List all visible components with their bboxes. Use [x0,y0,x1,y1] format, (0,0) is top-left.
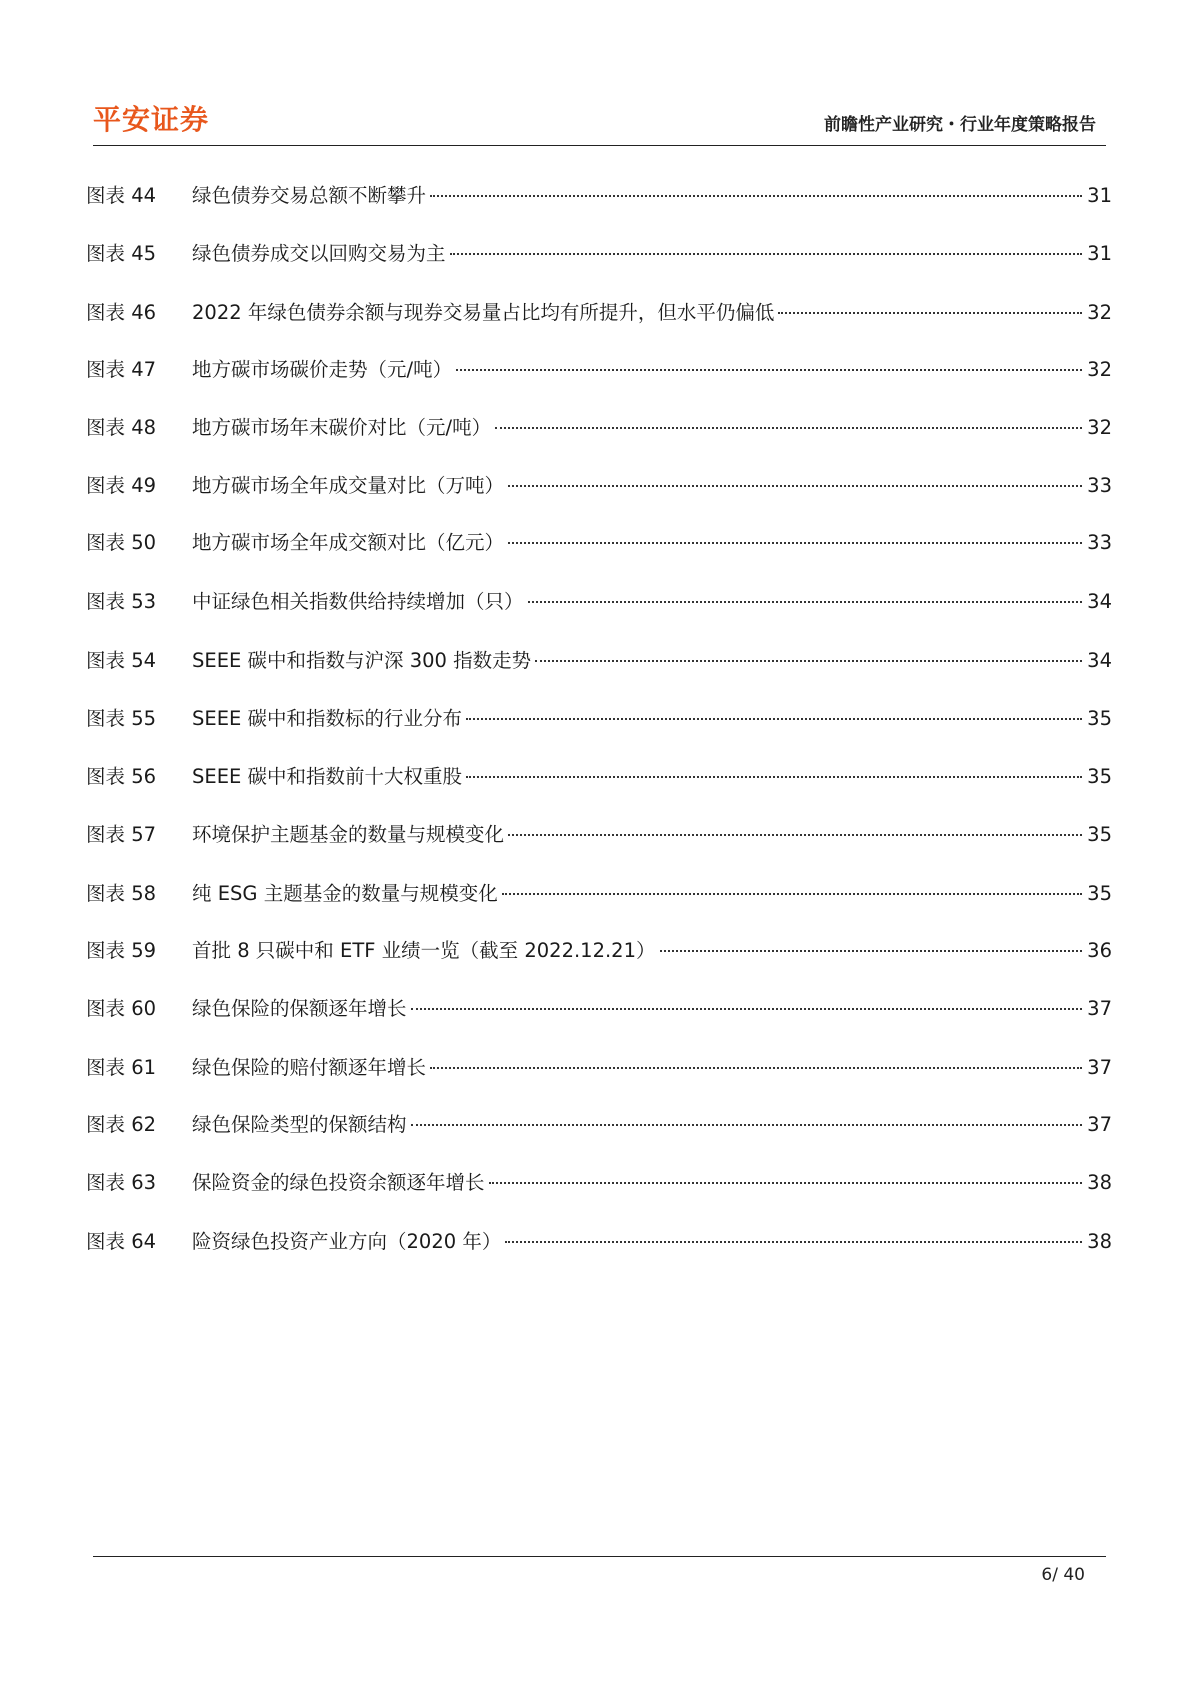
footer-divider [93,1556,1106,1557]
toc-entry-label: 图表 59 [86,939,157,962]
toc-entry-label: 图表 54 [86,649,157,672]
toc-entry-label: 图表 45 [86,242,157,265]
toc-leader-dots [466,718,1082,720]
toc-entry[interactable] [86,645,1112,677]
toc-leader-dots [502,893,1082,895]
toc-entry[interactable] [86,238,1112,270]
toc-entry-page: 36 [1087,939,1112,962]
toc-entry[interactable] [86,470,1112,502]
toc-entry[interactable] [86,993,1112,1025]
toc-entry-page: 31 [1087,242,1112,265]
toc-entry-label: 图表 64 [86,1230,157,1253]
toc-entry-page: 34 [1087,649,1112,672]
toc-entry-title: 环境保护主题基金的数量与规模变化 [192,823,505,846]
toc-leader-dots [430,195,1082,197]
toc-entry-label: 图表 44 [86,184,157,207]
toc-leader-dots [508,542,1082,544]
toc-entry-title: 纯 ESG 主题基金的数量与规模变化 [192,882,498,905]
toc-entry-title: 2022 年绿色债券余额与现券交易量占比均有所提升，但水平仍偏低 [192,301,775,324]
toc-entry[interactable] [86,703,1112,735]
toc-entry-page: 35 [1087,707,1112,730]
toc-leader-dots [660,950,1083,952]
toc-entry-label: 图表 62 [86,1113,157,1136]
toc-entry-page: 32 [1087,358,1112,381]
toc-entry-title: 绿色债券成交以回购交易为主 [192,242,446,265]
toc-entry[interactable] [86,527,1112,559]
toc-entry-label: 图表 56 [86,765,157,788]
page-header [93,96,1106,146]
toc-entry-page: 33 [1087,474,1112,497]
toc-entry-label: 图表 50 [86,531,157,554]
toc-entry-page: 31 [1087,184,1112,207]
toc-leader-dots [489,1182,1082,1184]
toc-entry-title: 地方碳市场碳价走势（元/吨） [192,358,453,381]
toc-entry[interactable] [86,878,1112,910]
toc-leader-dots [778,312,1082,314]
toc-entry-label: 图表 49 [86,474,157,497]
toc-entry-page: 37 [1087,1056,1112,1079]
toc-leader-dots [505,1241,1082,1243]
toc-entry-label: 图表 55 [86,707,157,730]
toc-leader-dots [508,485,1082,487]
toc-entry-title: 绿色保险的赔付额逐年增长 [192,1056,427,1079]
toc-entry-title: 地方碳市场全年成交额对比（亿元） [192,531,505,554]
toc-leader-dots [411,1008,1082,1010]
toc-entry[interactable] [86,1167,1112,1199]
toc-entry-label: 图表 57 [86,823,157,846]
toc-entry[interactable] [86,354,1112,386]
toc-entry-title: 首批 8 只碳中和 ETF 业绩一览（截至 2022.12.21） [192,939,656,962]
toc-leader-dots [450,253,1082,255]
toc-entry-title: 地方碳市场年末碳价对比（元/吨） [192,416,492,439]
toc-entry-title: 绿色保险类型的保额结构 [192,1113,407,1136]
toc-entry-page: 35 [1087,882,1112,905]
toc-entry[interactable] [86,819,1112,851]
toc-entry-page: 35 [1087,823,1112,846]
toc-entry-page: 33 [1087,531,1112,554]
toc-entry-label: 图表 63 [86,1171,157,1194]
toc-entry-page: 38 [1087,1230,1112,1253]
toc-entry-title: 中证绿色相关指数供给持续增加（只） [192,590,524,613]
toc-entry-title: 保险资金的绿色投资余额逐年增长 [192,1171,485,1194]
company-logo: 平安证券 [93,103,210,136]
toc-leader-dots [466,776,1082,778]
toc-entry-page: 37 [1087,997,1112,1020]
toc-leader-dots [508,834,1082,836]
toc-entry-label: 图表 61 [86,1056,157,1079]
toc-leader-dots [411,1124,1082,1126]
toc-entry-page: 35 [1087,765,1112,788]
toc-entry-page: 38 [1087,1171,1112,1194]
toc-leader-dots [430,1067,1082,1069]
toc-entry[interactable] [86,1109,1112,1141]
toc-entry-label: 图表 60 [86,997,157,1020]
header-divider [93,145,1106,146]
toc-entry[interactable] [86,586,1112,618]
toc-leader-dots [535,660,1082,662]
toc-entry-label: 图表 47 [86,358,157,381]
toc-leader-dots [528,601,1082,603]
page-number: 6/ 40 [1041,1565,1085,1585]
toc-entry-title: 险资绿色投资产业方向（2020 年） [192,1230,502,1253]
toc-entry-title: SEEE 碳中和指数与沪深 300 指数走势 [192,649,532,672]
toc-entry-page: 32 [1087,301,1112,324]
toc-entry[interactable] [86,935,1112,967]
toc-entry[interactable] [86,1226,1112,1258]
toc-entry-label: 图表 46 [86,301,157,324]
toc-entry-title: SEEE 碳中和指数标的行业分布 [192,707,463,730]
toc-entry-title: 绿色债券交易总额不断攀升 [192,184,427,207]
toc-leader-dots [456,369,1082,371]
toc-entry[interactable] [86,1052,1112,1084]
toc-entry-page: 37 [1087,1113,1112,1136]
toc-entry-title: SEEE 碳中和指数前十大权重股 [192,765,463,788]
toc-entry-page: 34 [1087,590,1112,613]
toc-entry[interactable] [86,297,1112,329]
toc-entry-label: 图表 58 [86,882,157,905]
toc-entry-label: 图表 48 [86,416,157,439]
toc-leader-dots [495,427,1082,429]
toc-entry-title: 地方碳市场全年成交量对比（万吨） [192,474,505,497]
toc-entry[interactable] [86,761,1112,793]
toc-entry-label: 图表 53 [86,590,157,613]
report-title: 前瞻性产业研究・行业年度策略报告 [824,115,1096,135]
toc-entry[interactable] [86,180,1112,212]
toc-entry-title: 绿色保险的保额逐年增长 [192,997,407,1020]
toc-entry[interactable] [86,412,1112,444]
toc-entry-page: 32 [1087,416,1112,439]
